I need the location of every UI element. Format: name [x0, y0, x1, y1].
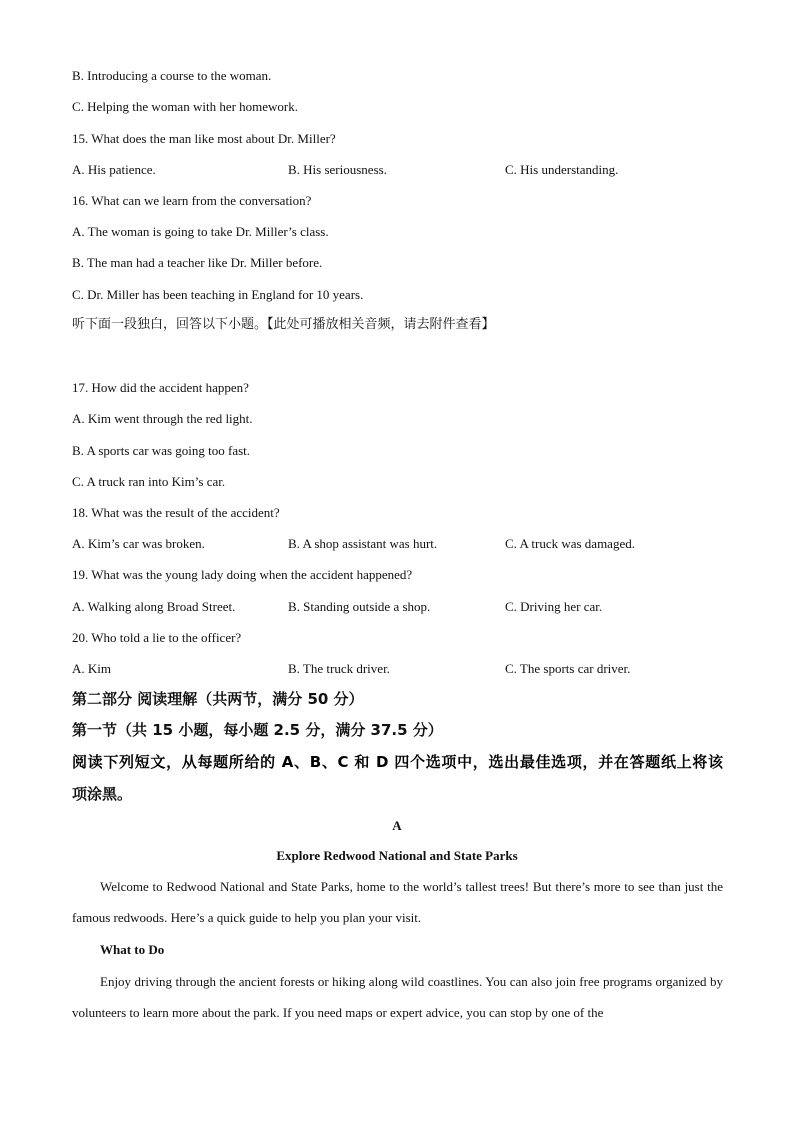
q14-option-b: B. Introducing a course to the woman.: [72, 68, 272, 83]
passage-subheading: What to Do: [100, 942, 165, 957]
q20-option-b: B. The truck driver.: [288, 661, 390, 676]
q17-option-c: C. A truck ran into Kim’s car.: [72, 474, 226, 489]
q17-question: 17. How did the accident happen?: [72, 380, 249, 395]
q20-option-a: A. Kim: [72, 661, 111, 676]
q18-question: 18. What was the result of the accident?: [72, 505, 280, 520]
q17-option-b: B. A sports car was going too fast.: [72, 443, 251, 458]
q19-option-a: A. Walking along Broad Street.: [72, 599, 236, 614]
q18-option-b: B. A shop assistant was hurt.: [288, 536, 438, 551]
q19-option-c: C. Driving her car.: [505, 599, 603, 614]
q20-question: 20. Who told a lie to the officer?: [72, 630, 242, 645]
monologue-instruction: 听下面一段独白，回答以下小题。【此处可播放相关音频，请去附件查看】: [72, 317, 495, 332]
q15-option-c: C. His understanding.: [505, 162, 619, 177]
q16-option-a: A. The woman is going to take Dr. Miller’s class.: [72, 224, 329, 239]
q16-option-c: C. Dr. Miller has been teaching in England for 10 years.: [72, 287, 364, 302]
reading-instruction-line2: 项涂黑。: [72, 785, 133, 803]
part2-heading: 第二部分 阅读理解（共两节，满分 50 分）: [72, 690, 364, 708]
q20-option-c: C. The sports car driver.: [505, 661, 631, 676]
q16-question: 16. What can we learn from the conversation?: [72, 193, 312, 208]
q14-option-c: C. Helping the woman with her homework.: [72, 99, 299, 114]
passage-title: Explore Redwood National and State Parks: [276, 848, 518, 863]
q19-option-b: B. Standing outside a shop.: [288, 599, 431, 614]
q18-option-c: C. A truck was damaged.: [505, 536, 635, 551]
passage-letter: A: [392, 818, 402, 833]
q19-question: 19. What was the young lady doing when the accident happened?: [72, 567, 413, 582]
q15-option-b: B. His seriousness.: [288, 162, 387, 177]
q17-option-a: A. Kim went through the red light.: [72, 411, 253, 426]
q15-option-a: A. His patience.: [72, 162, 156, 177]
section1-heading: 第一节（共 15 小题，每小题 2.5 分，满分 37.5 分）: [72, 721, 443, 739]
passage-paragraph-2: Enjoy driving through the ancient forests or hiking along wild coastlines. You can also join free programs organized by volunteers to learn more about the park. If you need maps or expert advice, you can stop by one of the: [72, 974, 723, 1020]
passage-paragraph-1: Welcome to Redwood National and State Parks, home to the world’s tallest trees! But there’s more to see than just the famous redwoods. Here’s a quick guide to help you plan your visit.: [72, 879, 723, 925]
q15-question: 15. What does the man like most about Dr. Miller?: [72, 131, 336, 146]
q18-option-a: A. Kim’s car was broken.: [72, 536, 205, 551]
reading-instruction-line1: 阅读下列短文，从每题所给的 A、B、C 和 D 四个选项中，选出最佳选项，并在答题纸上将该: [72, 753, 723, 771]
q16-option-b: B. The man had a teacher like Dr. Miller before.: [72, 255, 323, 270]
